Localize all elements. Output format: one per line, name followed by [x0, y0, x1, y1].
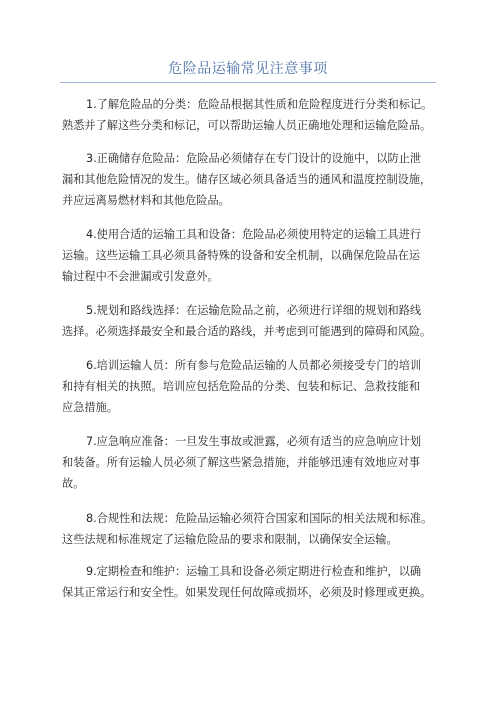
paragraph-line: 保其正常运行和安全性。如果发现任何故障或损坏，必须及时修理或更换。: [62, 586, 432, 599]
paragraph-line: 1.了解危险品的分类：危险品根据其性质和危险程度进行分类和标记。: [86, 98, 433, 111]
paragraph-line: 3.正确储存危险品：危险品必须储存在专门设计的设施中，以防止泄: [86, 152, 422, 165]
paragraph-line: 和持有相关的执照。培训应包括危险品的分类、包装和标记、急救技能和: [62, 380, 421, 393]
paragraph-line: 4.使用合适的运输工具和设备：危险品必须使用特定的运输工具进行: [86, 228, 422, 241]
paragraph-line: 运输。这些运输工具必须具备特殊的设备和安全机制，以确保危险品在运: [62, 249, 421, 262]
paragraph-line: 7.应急响应准备：一旦发生事故或泄露，必须有适当的应急响应计划: [86, 435, 422, 448]
paragraph-line: 熟悉并了解这些分类和标记，可以帮助运输人员正确地处理和运输危险品。: [62, 119, 432, 132]
document-title: 危险品运输常见注意事项: [168, 61, 328, 77]
paragraph-line: 应急措施。: [62, 401, 118, 414]
paragraph-line: 故。: [62, 477, 85, 490]
paragraph-line: 8.合规性和法规：危险品运输必须符合国家和国际的相关法规和标准。: [86, 512, 433, 525]
paragraph-8: [62, 508, 438, 550]
paragraph-4: [62, 224, 438, 287]
paragraph-line: 这些法规和标准规定了运输危险品的要求和限制，以确保安全运输。: [62, 533, 398, 546]
title-divider: [60, 82, 436, 83]
paragraph-5: [62, 300, 438, 342]
paragraph-3: [62, 148, 438, 211]
paragraph-6: [62, 355, 438, 418]
paragraph-line: 并应远离易燃材料和其他危险品。: [62, 194, 230, 207]
paragraph-line: 和装备。所有运输人员必须了解这些紧急措施，并能够迅速有效地应对事: [62, 456, 421, 469]
paragraph-line: 9.定期检查和维护：运输工具和设备必须定期进行检查和维护，以确: [86, 565, 422, 578]
paragraph-7: [62, 431, 438, 494]
paragraph-line: 5.规划和路线选择：在运输危险品之前，必须进行详细的规划和路线: [86, 304, 422, 317]
paragraph-line: 6.培训运输人员：所有参与危险品运输的人员都必须接受专门的培训: [86, 359, 422, 372]
paragraph-line: 输过程中不会泄漏或引发意外。: [62, 270, 219, 283]
paragraph-line: 选择。必须选择最安全和最合适的路线，并考虑到可能遇到的障碍和风险。: [62, 325, 432, 338]
paragraph-line: 漏和其他危险情况的发生。储存区域必须具备适当的通风和温度控制设施，: [62, 173, 432, 186]
paragraph-1: [62, 94, 438, 136]
paragraph-9: [62, 561, 438, 603]
